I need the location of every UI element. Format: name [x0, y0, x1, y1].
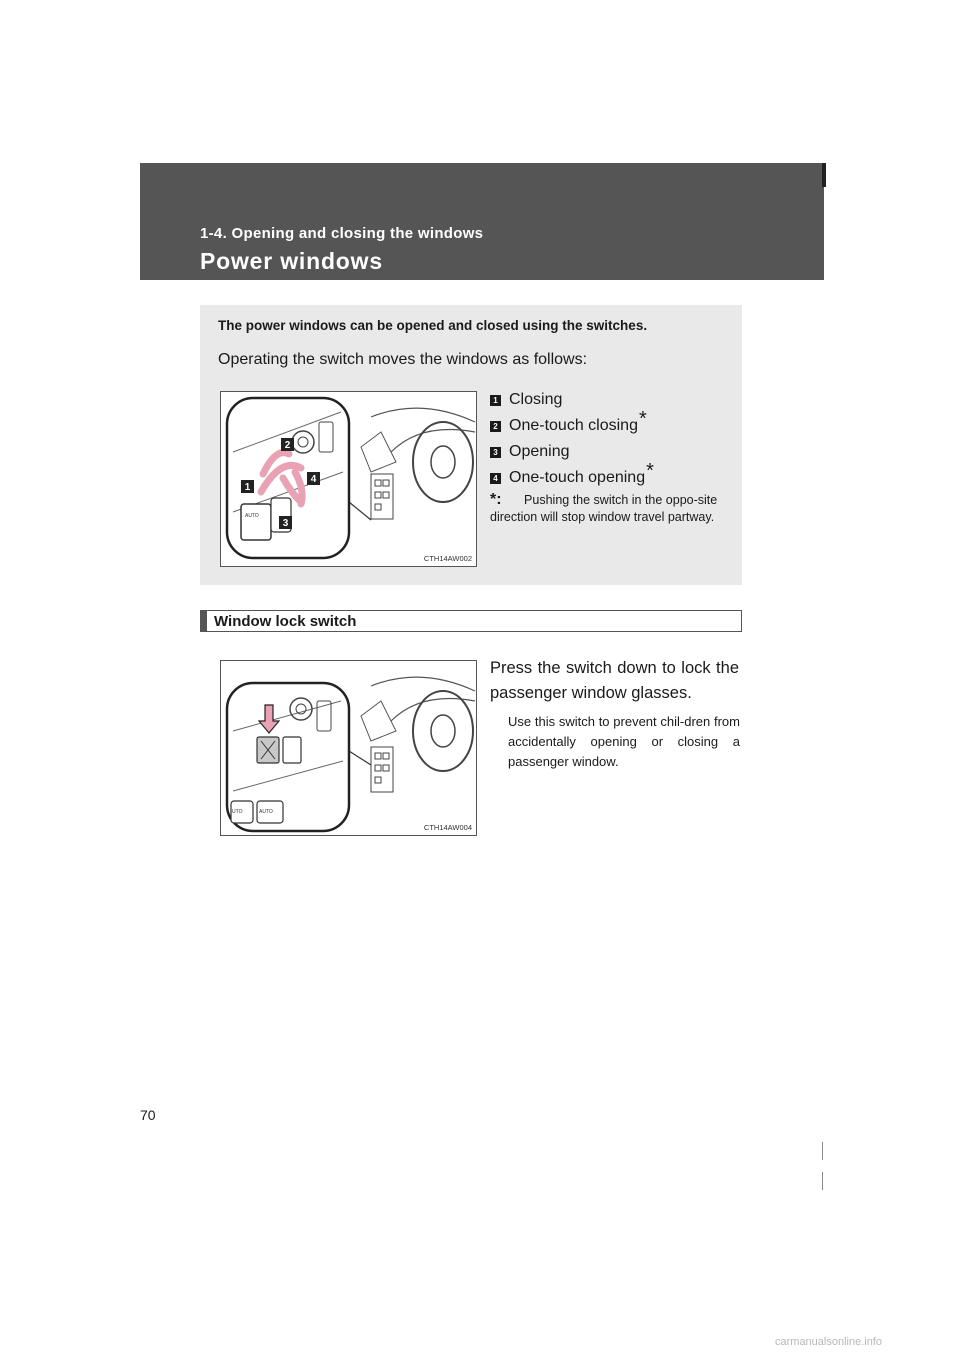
window-lock-figure: [220, 660, 477, 836]
operation-label: One-touch closing: [509, 417, 638, 434]
svg-text:1: 1: [244, 482, 251, 493]
operation-label: One-touch opening: [509, 469, 646, 486]
section-label: 1-4. Opening and closing the windows: [200, 225, 484, 242]
svg-text:2: 2: [284, 440, 291, 451]
header-tick: [822, 163, 826, 187]
operation-number: 1: [490, 395, 501, 406]
operation-label: Closing: [509, 391, 563, 408]
figure-code: CTH14AW004: [423, 823, 472, 832]
svg-text:AUTO: AUTO: [245, 513, 259, 519]
switch-label: UTO: [232, 809, 243, 815]
window-lock-main-text: Press the switch down to lock the passenger window glasses.: [490, 659, 739, 702]
window-switch-illustration: [221, 392, 476, 566]
page-title: Power windows: [200, 248, 383, 274]
svg-text:4: 4: [310, 474, 317, 485]
window-lock-heading-bar: [200, 610, 742, 632]
page-number: 70: [140, 1107, 156, 1123]
operation-item: [490, 459, 654, 491]
footnote-mark: *:: [490, 491, 502, 508]
operation-star: *: [646, 459, 654, 482]
operation-item: [490, 407, 654, 439]
watermark: carmanualsonline.info: [775, 1336, 883, 1348]
window-lock-note: Use this switch to prevent chil-dren from accidentally opening or closing a passenger window.: [508, 714, 740, 769]
margin-line: [822, 1142, 823, 1160]
window-lock-heading: Window lock switch: [214, 613, 357, 630]
operation-number: 2: [490, 421, 501, 432]
svg-text:3: 3: [282, 518, 289, 529]
operation-number: 4: [490, 473, 501, 484]
switch-label: AUTO: [259, 809, 273, 815]
operation-number: 3: [490, 447, 501, 458]
margin-line: [822, 1172, 823, 1190]
figure-code: CTH14AW002: [423, 554, 472, 563]
window-switch-figure: [220, 391, 477, 567]
operation-item: [490, 387, 654, 413]
operation-item: [490, 439, 654, 465]
operation-list: [490, 387, 654, 491]
operation-star: *: [638, 407, 647, 430]
footnote-text: Pushing the switch in the oppo-site direction will stop window travel partway.: [490, 493, 718, 524]
intro-text: The power windows can be opened and closed using the switches.: [218, 318, 648, 333]
operation-label: Opening: [509, 443, 570, 460]
footnote: [490, 491, 720, 526]
operate-text: Operating the switch moves the windows as follows:: [218, 351, 588, 368]
heading-accent: [201, 611, 207, 631]
window-lock-illustration: [221, 661, 476, 835]
